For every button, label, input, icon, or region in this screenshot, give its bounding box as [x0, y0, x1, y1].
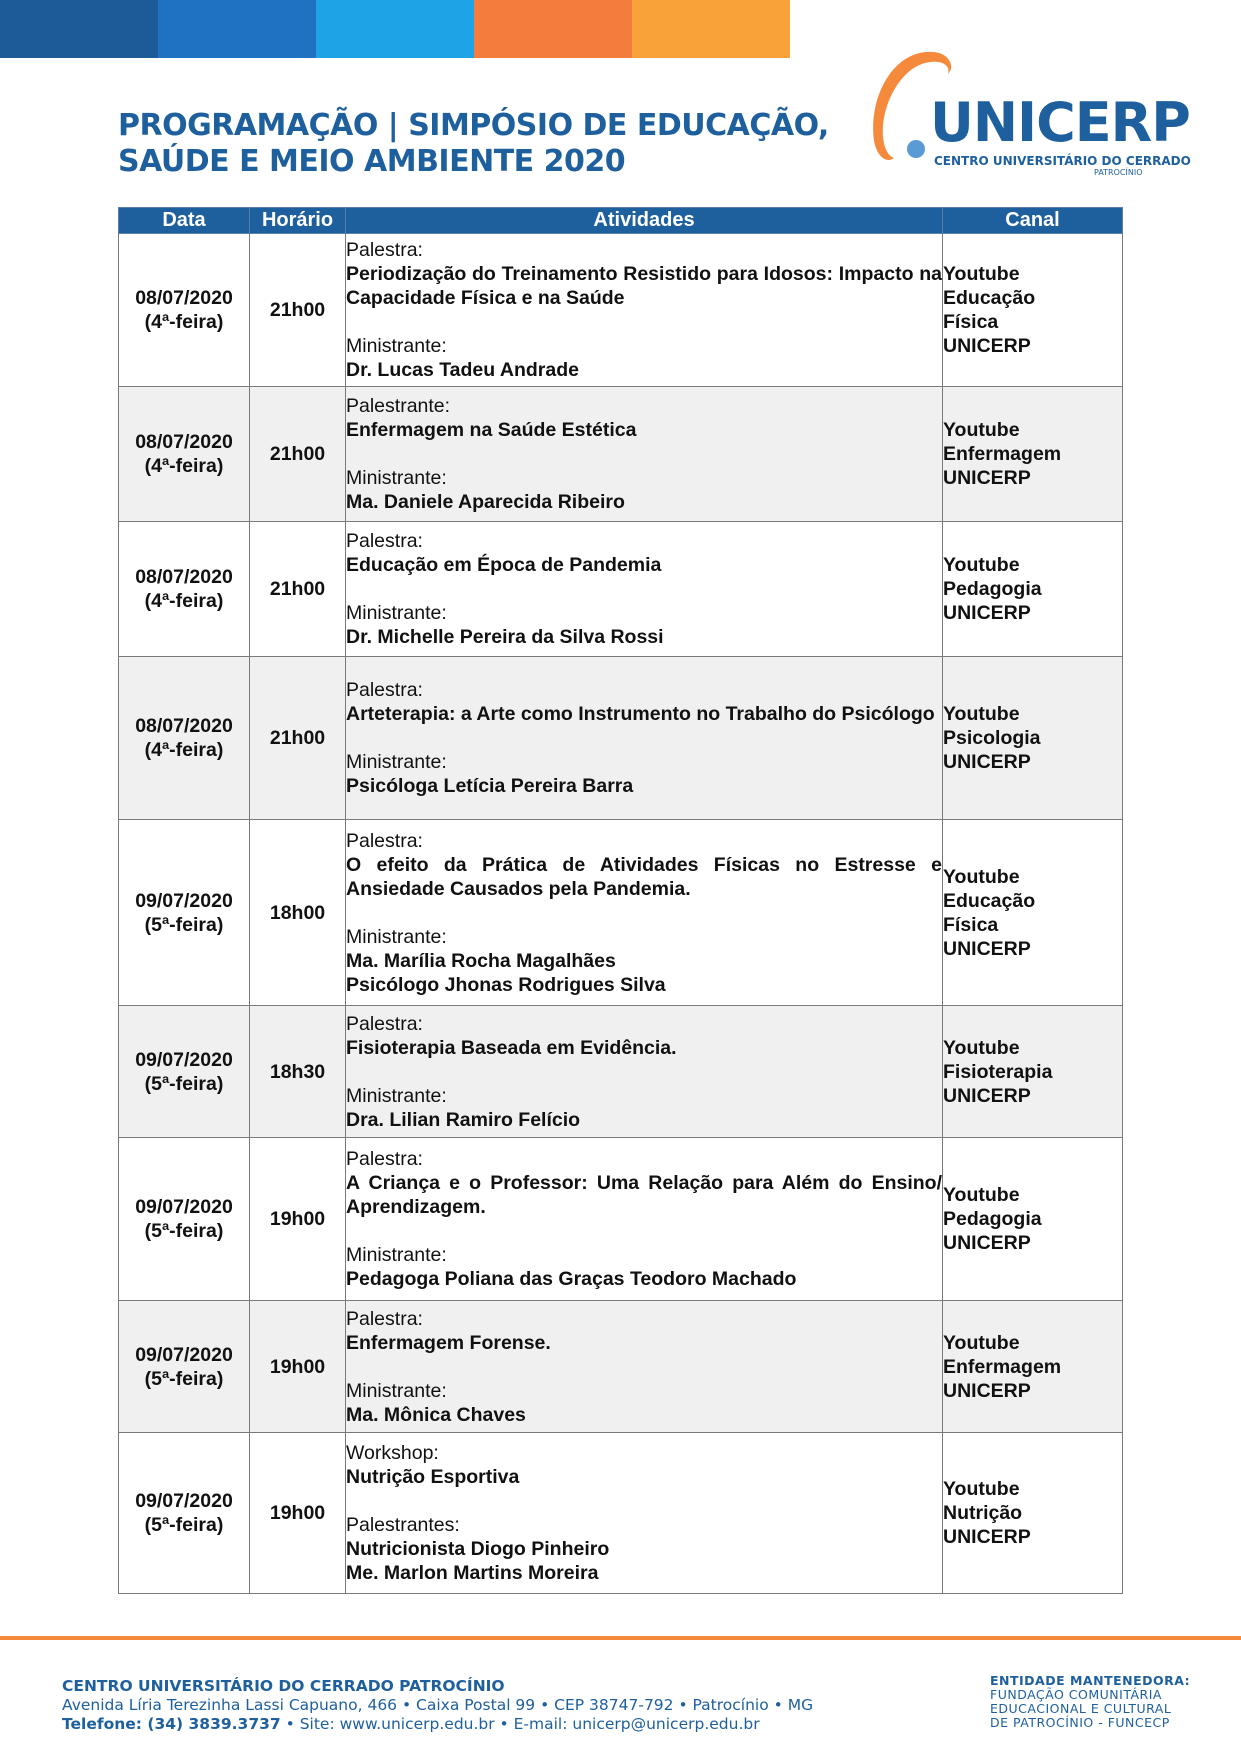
channel-line: Youtube	[943, 1478, 1020, 1500]
cell-channel	[943, 522, 1123, 657]
cell-time: 19h00	[250, 1433, 346, 1594]
speaker-name: Psicólogo Jhonas Rodrigues Silva	[346, 973, 666, 996]
schedule-table	[118, 207, 1123, 1594]
spacer	[346, 577, 942, 601]
channel-line: Youtube	[943, 1331, 1020, 1354]
cell-time: 19h00	[250, 1301, 346, 1433]
channel-line: Pedagogia	[943, 1208, 1042, 1230]
channel-line: UNICERP	[943, 335, 1031, 357]
top-bar-segment	[158, 0, 316, 58]
cell-time: 21h00	[250, 657, 346, 820]
date-text: 09/07/2020	[135, 1490, 233, 1512]
spacer	[346, 726, 942, 750]
cell-channel	[943, 387, 1123, 522]
channel-line: UNICERP	[943, 1084, 1031, 1107]
cell-date	[119, 1138, 250, 1301]
speaker-name: Dr. Michelle Pereira da Silva Rossi	[346, 626, 664, 648]
maintainer-line: EDUCACIONAL E CULTURAL	[990, 1701, 1172, 1716]
cell-channel	[943, 820, 1123, 1006]
cell-time: 18h30	[250, 1006, 346, 1138]
channel-line: Física	[943, 913, 999, 936]
date-text: 08/07/2020	[135, 566, 233, 588]
cell-channel	[943, 657, 1123, 820]
maintainer-line: FUNDAÇÃO COMUNITÁRIA	[990, 1687, 1162, 1702]
activity-title: Nutrição Esportiva	[346, 1466, 520, 1488]
speaker-label: Ministrante:	[346, 751, 447, 773]
cell-activity	[346, 820, 943, 1006]
title-line-1: PROGRAMAÇÃO | SIMPÓSIO DE EDUCAÇÃO,	[118, 108, 829, 143]
speaker-label: Ministrante:	[346, 602, 447, 624]
speaker-name: Ma. Mônica Chaves	[346, 1403, 526, 1426]
header-activities: Atividades	[346, 208, 943, 234]
weekday-text: (5ª-feira)	[144, 1514, 224, 1536]
maintainer-line: DE PATROCÍNIO - FUNCECP	[990, 1715, 1170, 1730]
footer-contact	[62, 1677, 813, 1734]
table-row	[119, 1433, 1123, 1594]
footer-maintainer	[990, 1674, 1190, 1730]
footer-address: Avenida Líria Terezinha Lassi Capuano, 466 • Caixa Postal 99 • CEP 38747-792 • Patrocínio • MG	[62, 1696, 814, 1714]
top-color-bar	[0, 0, 790, 58]
activity-title: Periodização do Treinamento Resistido para Idosos: Impacto na Capacidade Física e na Saúde	[346, 263, 942, 309]
top-bar-segment	[632, 0, 790, 58]
cell-date	[119, 657, 250, 820]
spacer	[346, 1489, 942, 1513]
speaker-label: Ministrante:	[346, 925, 447, 948]
speaker-name: Ma. Daniele Aparecida Ribeiro	[346, 491, 625, 513]
channel-line: UNICERP	[943, 937, 1031, 960]
channel-line: Youtube	[943, 554, 1020, 576]
table-row	[119, 387, 1123, 522]
speaker-name: Nutricionista Diogo Pinheiro	[346, 1538, 610, 1560]
top-bar-segment	[316, 0, 474, 58]
date-text: 09/07/2020	[135, 889, 233, 912]
channel-line: UNICERP	[943, 467, 1031, 489]
weekday-text: (4ª-feira)	[144, 739, 224, 761]
weekday-text: (5ª-feira)	[144, 913, 224, 936]
cell-date	[119, 1006, 250, 1138]
top-bar-segment	[0, 0, 158, 58]
logo-wordmark: UNICERP	[930, 91, 1190, 154]
cell-time: 21h00	[250, 387, 346, 522]
channel-line: Youtube	[943, 1036, 1020, 1059]
cell-date	[119, 387, 250, 522]
speaker-label: Ministrante:	[346, 1379, 447, 1402]
date-text: 08/07/2020	[135, 287, 233, 309]
date-text: 08/07/2020	[135, 715, 233, 737]
channel-line: Youtube	[943, 865, 1020, 888]
footer-institution: CENTRO UNIVERSITÁRIO DO CERRADO PATROCÍNIO	[62, 1677, 505, 1695]
table-row	[119, 820, 1123, 1006]
table-header-row	[119, 208, 1123, 234]
channel-line: Psicologia	[943, 727, 1041, 749]
table-row	[119, 1006, 1123, 1138]
activity-title: Fisioterapia Baseada em Evidência.	[346, 1036, 677, 1059]
weekday-text: (4ª-feira)	[144, 311, 224, 333]
channel-line: UNICERP	[943, 1379, 1031, 1402]
speaker-label: Ministrante:	[346, 1084, 447, 1107]
date-text: 09/07/2020	[135, 1343, 233, 1366]
header-date: Data	[119, 208, 250, 234]
footer-phone-line	[62, 1715, 813, 1734]
channel-line: Pedagogia	[943, 578, 1042, 600]
spacer	[346, 1060, 942, 1084]
table-row	[119, 522, 1123, 657]
speaker-name: Psicóloga Letícia Pereira Barra	[346, 775, 634, 797]
activity-title: Arteterapia: a Arte como Instrumento no Trabalho do Psicólogo	[346, 703, 935, 725]
activity-title: O efeito da Prática de Atividades Físicas no Estresse e Ansiedade Causados pela Pandemia.	[346, 853, 942, 900]
speaker-name: Ma. Marília Rocha Magalhães	[346, 949, 616, 972]
activity-type-label: Workshop:	[346, 1442, 439, 1464]
activity-type-label: Palestra:	[346, 1148, 423, 1170]
channel-line: Youtube	[943, 1184, 1020, 1206]
table-row	[119, 1138, 1123, 1301]
cell-activity	[346, 1433, 943, 1594]
channel-line: Enfermagem	[943, 1355, 1062, 1378]
cell-date	[119, 1433, 250, 1594]
spacer	[346, 310, 942, 334]
cell-channel	[943, 1433, 1123, 1594]
spacer	[346, 901, 942, 925]
channel-line: UNICERP	[943, 751, 1031, 773]
cell-date	[119, 820, 250, 1006]
unicerp-logo	[864, 46, 1191, 177]
channel-line: UNICERP	[943, 1232, 1031, 1254]
cell-channel	[943, 234, 1123, 387]
table-row	[119, 1301, 1123, 1433]
weekday-text: (4ª-feira)	[144, 455, 224, 477]
cell-activity	[346, 657, 943, 820]
page-title	[118, 108, 829, 180]
weekday-text: (5ª-feira)	[144, 1367, 224, 1390]
channel-line: Enfermagem	[943, 443, 1062, 465]
title-line-2: SAÚDE E MEIO AMBIENTE 2020	[118, 144, 626, 179]
channel-line: Youtube	[943, 419, 1020, 441]
cell-date	[119, 234, 250, 387]
top-bar-segment	[474, 0, 632, 58]
activity-title: Enfermagem na Saúde Estética	[346, 419, 637, 441]
channel-line: Física	[943, 311, 999, 333]
channel-line: Youtube	[943, 703, 1020, 725]
footer-phone: Telefone: (34) 3839.3737	[62, 1715, 281, 1733]
activity-type-label: Palestra:	[346, 679, 423, 701]
header-time: Horário	[250, 208, 346, 234]
table-row	[119, 234, 1123, 387]
cell-time: 21h00	[250, 234, 346, 387]
speaker-label: Ministrante:	[346, 467, 447, 489]
date-text: 09/07/2020	[135, 1196, 233, 1218]
cell-channel	[943, 1006, 1123, 1138]
speaker-name: Dr. Lucas Tadeu Andrade	[346, 359, 579, 381]
weekday-text: (4ª-feira)	[144, 590, 224, 612]
speaker-name: Me. Marlon Martins Moreira	[346, 1562, 599, 1584]
channel-line: Fisioterapia	[943, 1060, 1053, 1083]
channel-line: Nutrição	[943, 1502, 1023, 1524]
cell-time: 18h00	[250, 820, 346, 1006]
cell-activity	[346, 1138, 943, 1301]
channel-line: Educação	[943, 889, 1036, 912]
channel-line: UNICERP	[943, 1526, 1031, 1548]
cell-time: 21h00	[250, 522, 346, 657]
date-text: 08/07/2020	[135, 431, 233, 453]
footer-divider	[0, 1636, 1241, 1640]
speaker-name: Dra. Lilian Ramiro Felício	[346, 1108, 581, 1131]
activity-type-label: Palestra:	[346, 239, 423, 261]
cell-time: 19h00	[250, 1138, 346, 1301]
activity-type-label: Palestra:	[346, 530, 423, 552]
cell-activity	[346, 1006, 943, 1138]
channel-line: Educação	[943, 287, 1036, 309]
channel-line: UNICERP	[943, 602, 1031, 624]
date-text: 09/07/2020	[135, 1048, 233, 1071]
activity-type-label: Palestra:	[346, 829, 423, 852]
spacer	[346, 442, 942, 466]
cell-date	[119, 522, 250, 657]
speaker-name: Pedagoga Poliana das Graças Teodoro Machado	[346, 1268, 797, 1290]
footer-site-email: • Site: www.unicerp.edu.br • E-mail: unicerp@unicerp.edu.br	[280, 1715, 760, 1733]
activity-type-label: Palestrante:	[346, 395, 451, 417]
weekday-text: (5ª-feira)	[144, 1072, 224, 1095]
activity-title: A Criança e o Professor: Uma Relação para Além do Ensino/ Aprendizagem.	[346, 1172, 942, 1218]
activity-type-label: Palestra:	[346, 1307, 423, 1330]
cell-activity	[346, 1301, 943, 1433]
header-channel: Canal	[943, 208, 1123, 234]
channel-line: Youtube	[943, 263, 1020, 285]
logo-city: PATROCÍNIO	[1094, 168, 1143, 177]
speaker-label: Palestrantes:	[346, 1514, 460, 1536]
maintainer-label: ENTIDADE MANTENEDORA:	[990, 1673, 1191, 1688]
spacer	[346, 1219, 942, 1243]
cell-activity	[346, 522, 943, 657]
cell-date	[119, 1301, 250, 1433]
activity-title: Educação em Época de Pandemia	[346, 554, 662, 576]
activity-type-label: Palestra:	[346, 1012, 423, 1035]
weekday-text: (5ª-feira)	[144, 1220, 224, 1242]
cell-channel	[943, 1138, 1123, 1301]
activity-title: Enfermagem Forense.	[346, 1331, 551, 1354]
cell-activity	[346, 387, 943, 522]
speaker-label: Ministrante:	[346, 1244, 447, 1266]
cell-activity	[346, 234, 943, 387]
spacer	[346, 1355, 942, 1379]
logo-subtitle: CENTRO UNIVERSITÁRIO DO CERRADO	[934, 154, 1191, 168]
cell-channel	[943, 1301, 1123, 1433]
table-row	[119, 657, 1123, 820]
speaker-label: Ministrante:	[346, 335, 447, 357]
